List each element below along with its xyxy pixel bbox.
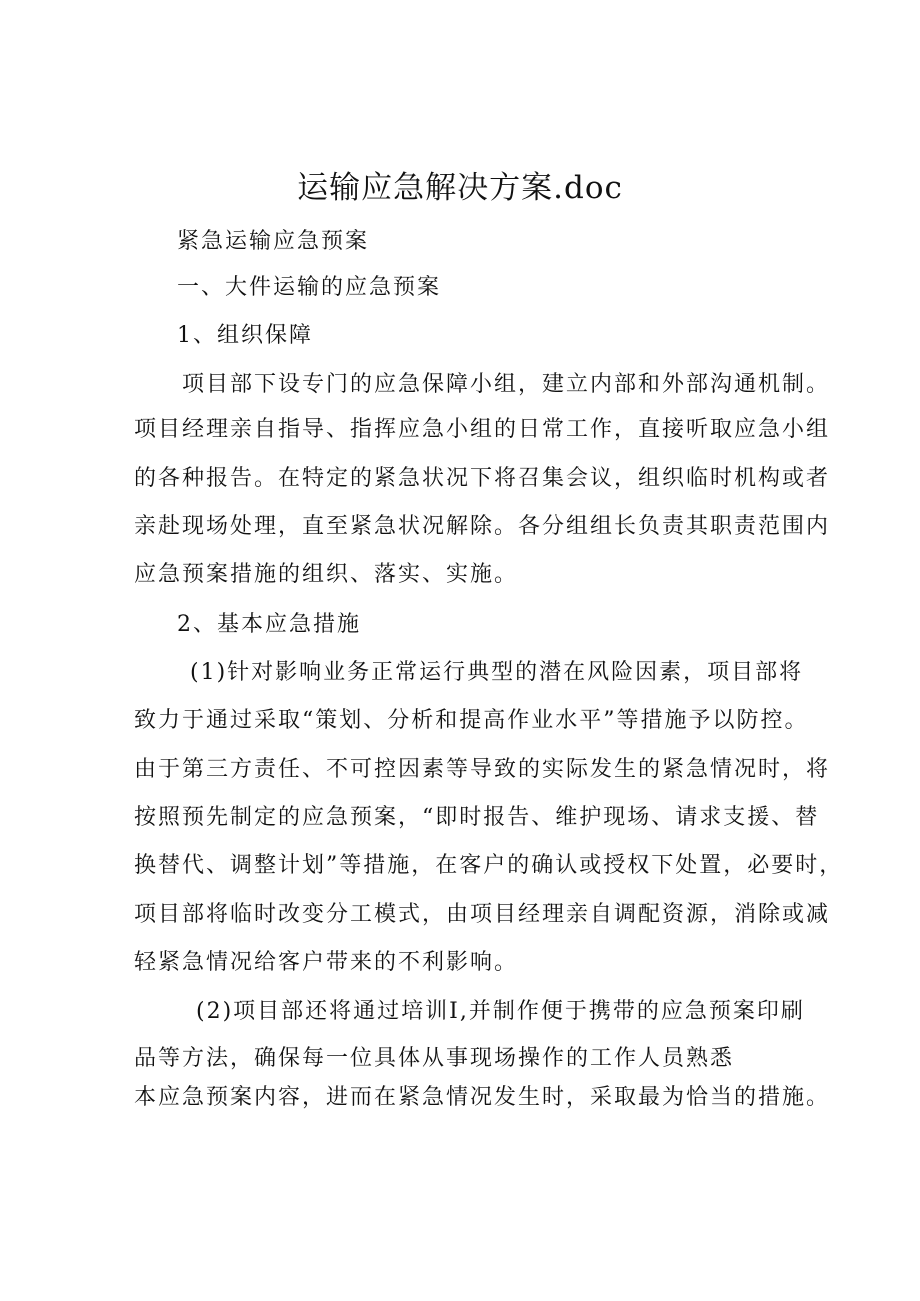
document-title: 运输应急解决方案.doc <box>297 170 623 206</box>
heading-section-1: 一、大件运输的应急预案 <box>177 275 442 300</box>
heading-organization: 1、组织保障 <box>177 323 313 348</box>
paragraph-line: (1)针对影响业务正常运行典型的潜在风险因素，项目部将 <box>190 660 804 685</box>
paragraph-line: 的各种报告。在特定的紧急状况下将召集会议，组织临时机构或者 <box>134 466 831 491</box>
heading-basic-measures: 2、基本应急措施 <box>177 612 361 637</box>
heading-emergency-plan: 紧急运输应急预案 <box>177 229 370 254</box>
paragraph-line: 项目部将临时改变分工模式，由项目经理亲自调配资源，消除或减 <box>134 902 831 927</box>
paragraph-line: 致力于通过采取“策划、分析和提高作业水平”等措施予以防控。 <box>134 708 809 733</box>
paragraph-line: 应急预案措施的组织、落实、实施。 <box>134 562 519 587</box>
paragraph-line: 项目部下设专门的应急保障小组，建立内部和外部沟通机制。 <box>182 372 831 397</box>
paragraph-line: 轻紧急情况给客户带来的不利影响。 <box>134 950 519 975</box>
paragraph-line: 品等方法，确保每一位具体从事现场操作的工作人员熟悉 <box>134 1046 735 1071</box>
paragraph-line: (2)项目部还将通过培训I,并制作便于携带的应急预案印刷 <box>196 999 805 1024</box>
paragraph-line: 亲赴现场处理，直至紧急状况解除。各分组组长负责其职责范围内 <box>134 514 831 539</box>
paragraph-line: 本应急预案内容，进而在紧急情况发生时，采取最为恰当的措施。 <box>134 1085 831 1110</box>
paragraph-line: 由于第三方责任、不可控因素等导致的实际发生的紧急情况时，将 <box>134 757 831 782</box>
paragraph-line: 按照预先制定的应急预案，“即时报告、维护现场、请求支援、替 <box>134 805 820 830</box>
paragraph-line: 换替代、调整计划”等措施，在客户的确认或授权下处置，必要时， <box>134 853 844 878</box>
paragraph-line: 项目经理亲自指导、指挥应急小组的日常工作，直接听取应急小组 <box>134 417 831 442</box>
